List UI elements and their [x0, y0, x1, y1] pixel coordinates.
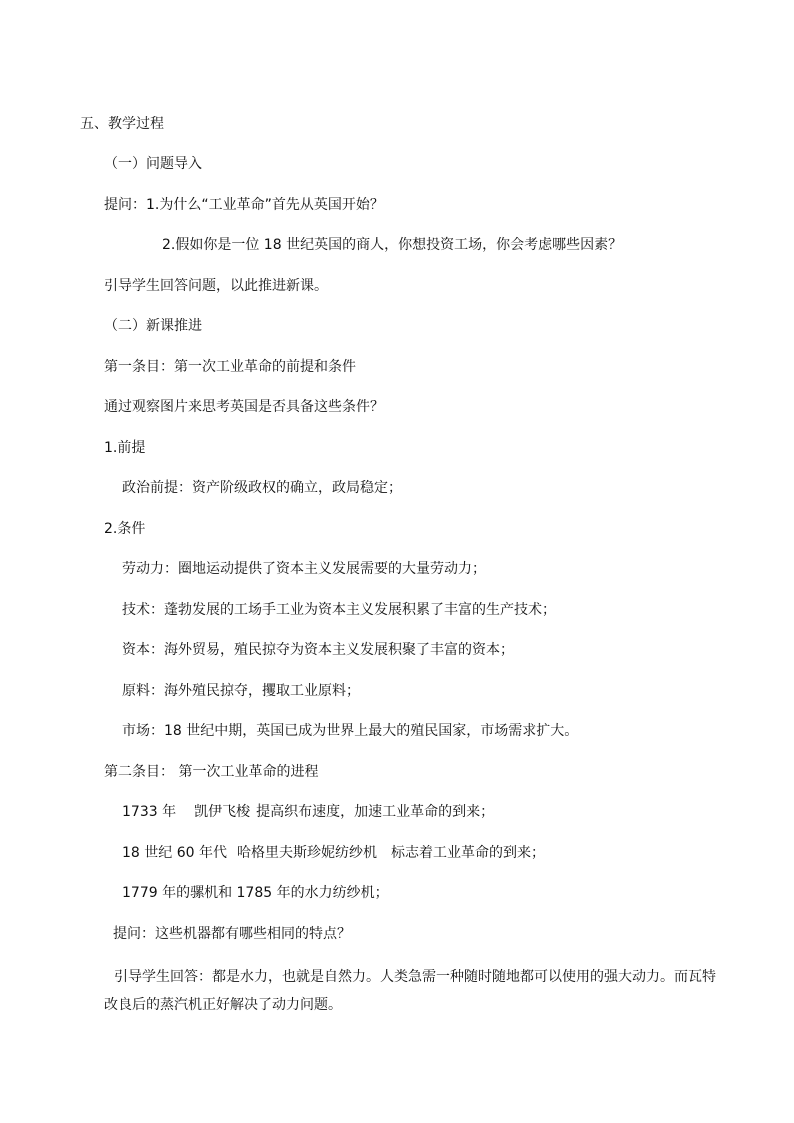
question-machines: 提问：这些机器都有哪些相同的特点？ — [113, 926, 351, 942]
event-date: 18 世纪 60 年代 — [122, 845, 227, 861]
event-description: 提高织布速度，加速工业革命的到来； — [256, 804, 495, 820]
event-invention: 哈格里夫斯珍妮纺纱机 — [236, 845, 377, 861]
condition-labor: 劳动力：圈地运动提供了资本主义发展需要的大量劳动力； — [122, 561, 486, 577]
item1-title: 第一条目：第一次工业革命的前提和条件 — [104, 359, 356, 375]
guide-paragraph-2: 引导学生回答：都是水力，也就是自然力。人类急需一种随时随地都可以使用的强大动力。而瓦特改良后的蒸汽机正好解决了动力问题。 — [104, 969, 716, 1013]
conditions-title: 2.条件 — [104, 521, 146, 537]
politics-premise: 政治前提：资产阶级政权的确立，政局稳定； — [122, 480, 402, 496]
condition-raw-materials: 原料：海外殖民掠夺，攫取工业原料； — [122, 683, 360, 699]
event-date: 1733 年 — [122, 804, 177, 820]
event-description: 1779 年的骡机和 1785 年的水力纺纱机； — [122, 885, 389, 901]
event-description: 标志着工业革命的到来； — [390, 845, 545, 861]
guide-paragraph-1: 引导学生回答问题，以此推进新课。 — [104, 278, 328, 294]
premise-title: 1.前提 — [104, 440, 146, 456]
question-1: 提问：1.为什么“工业革命”首先从英国开始？ — [104, 197, 384, 213]
timeline-event — [122, 843, 545, 863]
condition-technology: 技术：蓬勃发展的工场手工业为资本主义发展积累了丰富的生产技术； — [122, 602, 556, 618]
item2-title: 第二条目： 第一次工业革命的进程 — [104, 764, 319, 780]
observe-prompt: 通过观察图片来思考英国是否具备这些条件？ — [104, 399, 384, 415]
subsection-title-new-lesson: （二）新课推进 — [104, 318, 202, 334]
event-invention: 凯伊飞梭 — [194, 804, 251, 820]
subsection-title-intro: （一）问题导入 — [104, 156, 202, 172]
section-heading: 五、教学过程 — [80, 116, 164, 132]
timeline-event — [122, 802, 494, 822]
timeline-event — [122, 883, 389, 903]
question-2: 2.假如你是一位 18 世纪英国的商人，你想投资工场，你会考虑哪些因素？ — [162, 237, 623, 253]
condition-capital: 资本：海外贸易，殖民掠夺为资本主义发展积聚了丰富的资本； — [122, 642, 514, 658]
condition-market: 市场：18 世纪中期，英国已成为世界上最大的殖民国家，市场需求扩大。 — [122, 723, 579, 739]
